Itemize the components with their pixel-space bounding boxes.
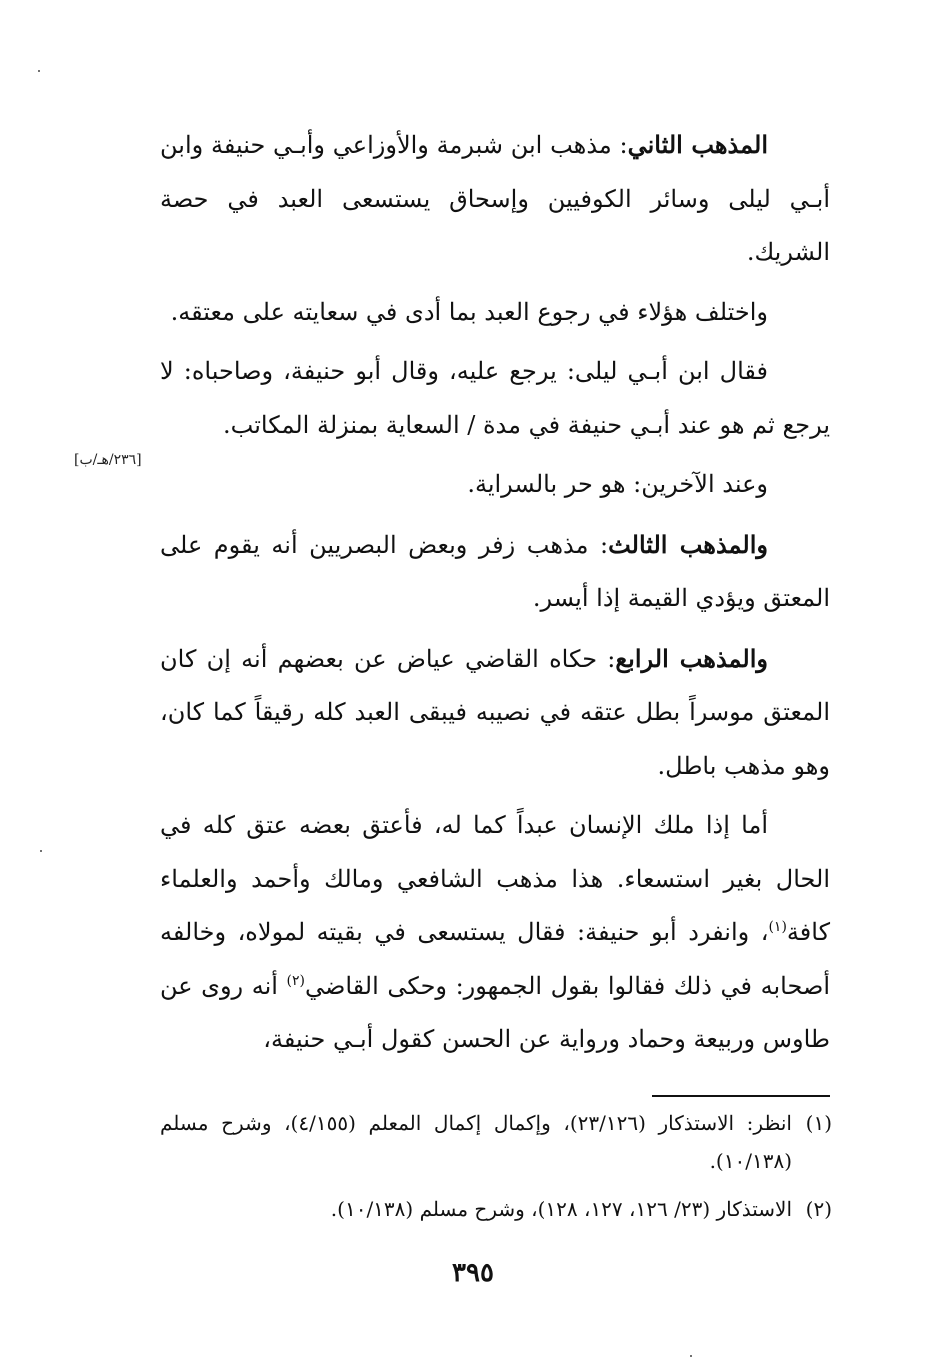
paragraph-text: واختلف هؤلاء في رجوع العبد بما أدى في سعايته على معتقه. xyxy=(170,297,768,326)
scan-speck xyxy=(40,850,42,852)
manuscript-folio-reference: [٢٣٦/هـ/ب] xyxy=(74,452,142,468)
paragraph-text: أنه روى عن طاوس وربيعة وحماد ورواية عن الحسن كقول أبـي حنيفة، xyxy=(160,971,830,1053)
footnote-2 xyxy=(160,1190,832,1228)
paragraph-disagreement xyxy=(160,286,830,340)
paragraph-text: ، وانفرد أبو حنيفة: فقال يستسعى في بقيته لمولاه، وخالفه أصحابه في ذلك فقالوا بقول الجمهور: وحكى القاضي xyxy=(160,918,830,1000)
paragraph-text: : حكاه القاضي عياض عن بعضهم أنه إن كان المعتق موسراً بطل عتقه في نصيبه فيبقى العبد كله رقيقاً كما كان، وهو مذهب باطل. xyxy=(160,644,830,780)
paragraph-madhhab-4 xyxy=(160,632,830,794)
paragraph-lead: والمذهب الرابع xyxy=(615,643,768,673)
footnote-number: (٢) xyxy=(805,1197,832,1221)
paragraph-madhhab-3 xyxy=(160,518,830,626)
footnote-ref-2[interactable]: (٢) xyxy=(286,972,305,989)
paragraph-text: : مذهب زفر وبعض البصريين أنه يقوم على المعتق ويؤدي القيمة إذا أيسر. xyxy=(160,530,830,612)
paragraph-text: وعند الآخرين: هو حر بالسراية. xyxy=(467,470,768,498)
paragraph-others xyxy=(160,458,830,512)
footnotes xyxy=(160,1104,832,1238)
page-number: ٣٩٥ xyxy=(452,1258,494,1288)
footnote-text: انظر: الاستذكار (٢٣/١٢٦)، وإكمال إكمال المعلم (٤/١٥٥)، وشرح مسلم (١٠/١٣٨). xyxy=(160,1111,792,1173)
paragraph-text: فقال ابن أبـي ليلى: يرجع عليه، وقال أبو حنيفة، وصاحباه: لا يرجع ثم هو عند أبـي حنيفة في مدة / السعاية بمنزلة المكاتب. xyxy=(160,357,830,439)
paragraph-lead: المذهب الثاني xyxy=(627,130,769,159)
paragraph-text: : مذهب ابن شبرمة والأوزاعي وأبـي حنيفة وابن أبـي ليلى وسائر الكوفيين وإسحاق يستسعى العبد في حصة الشريك. xyxy=(160,131,830,266)
footnote-number: (١) xyxy=(805,1111,832,1135)
footnote-ref-1[interactable]: (١) xyxy=(768,919,787,935)
footnote-divider xyxy=(652,1095,830,1097)
paragraph-full-ownership xyxy=(160,799,830,1067)
paragraph-ibn-abi-layla xyxy=(160,345,830,452)
paragraph-text: أما إذا ملك الإنسان عبداً كما له، فأعتق بعضه عتق كله في الحال بغير استسعاء. هذا مذهب الشافعي ومالك وأحمد والعلماء كافة xyxy=(160,811,830,946)
footnote-1 xyxy=(160,1104,832,1180)
footnote-text: الاستذكار (٢٣/ ١٢٦، ١٢٧، ١٢٨)، وشرح مسلم (١٠/١٣٨). xyxy=(330,1197,792,1221)
scan-speck xyxy=(690,1355,692,1357)
paragraph-madhhab-2 xyxy=(160,118,830,280)
paragraph-lead: والمذهب الثالث xyxy=(608,529,768,559)
main-text xyxy=(160,118,830,1073)
scan-speck xyxy=(38,70,40,72)
